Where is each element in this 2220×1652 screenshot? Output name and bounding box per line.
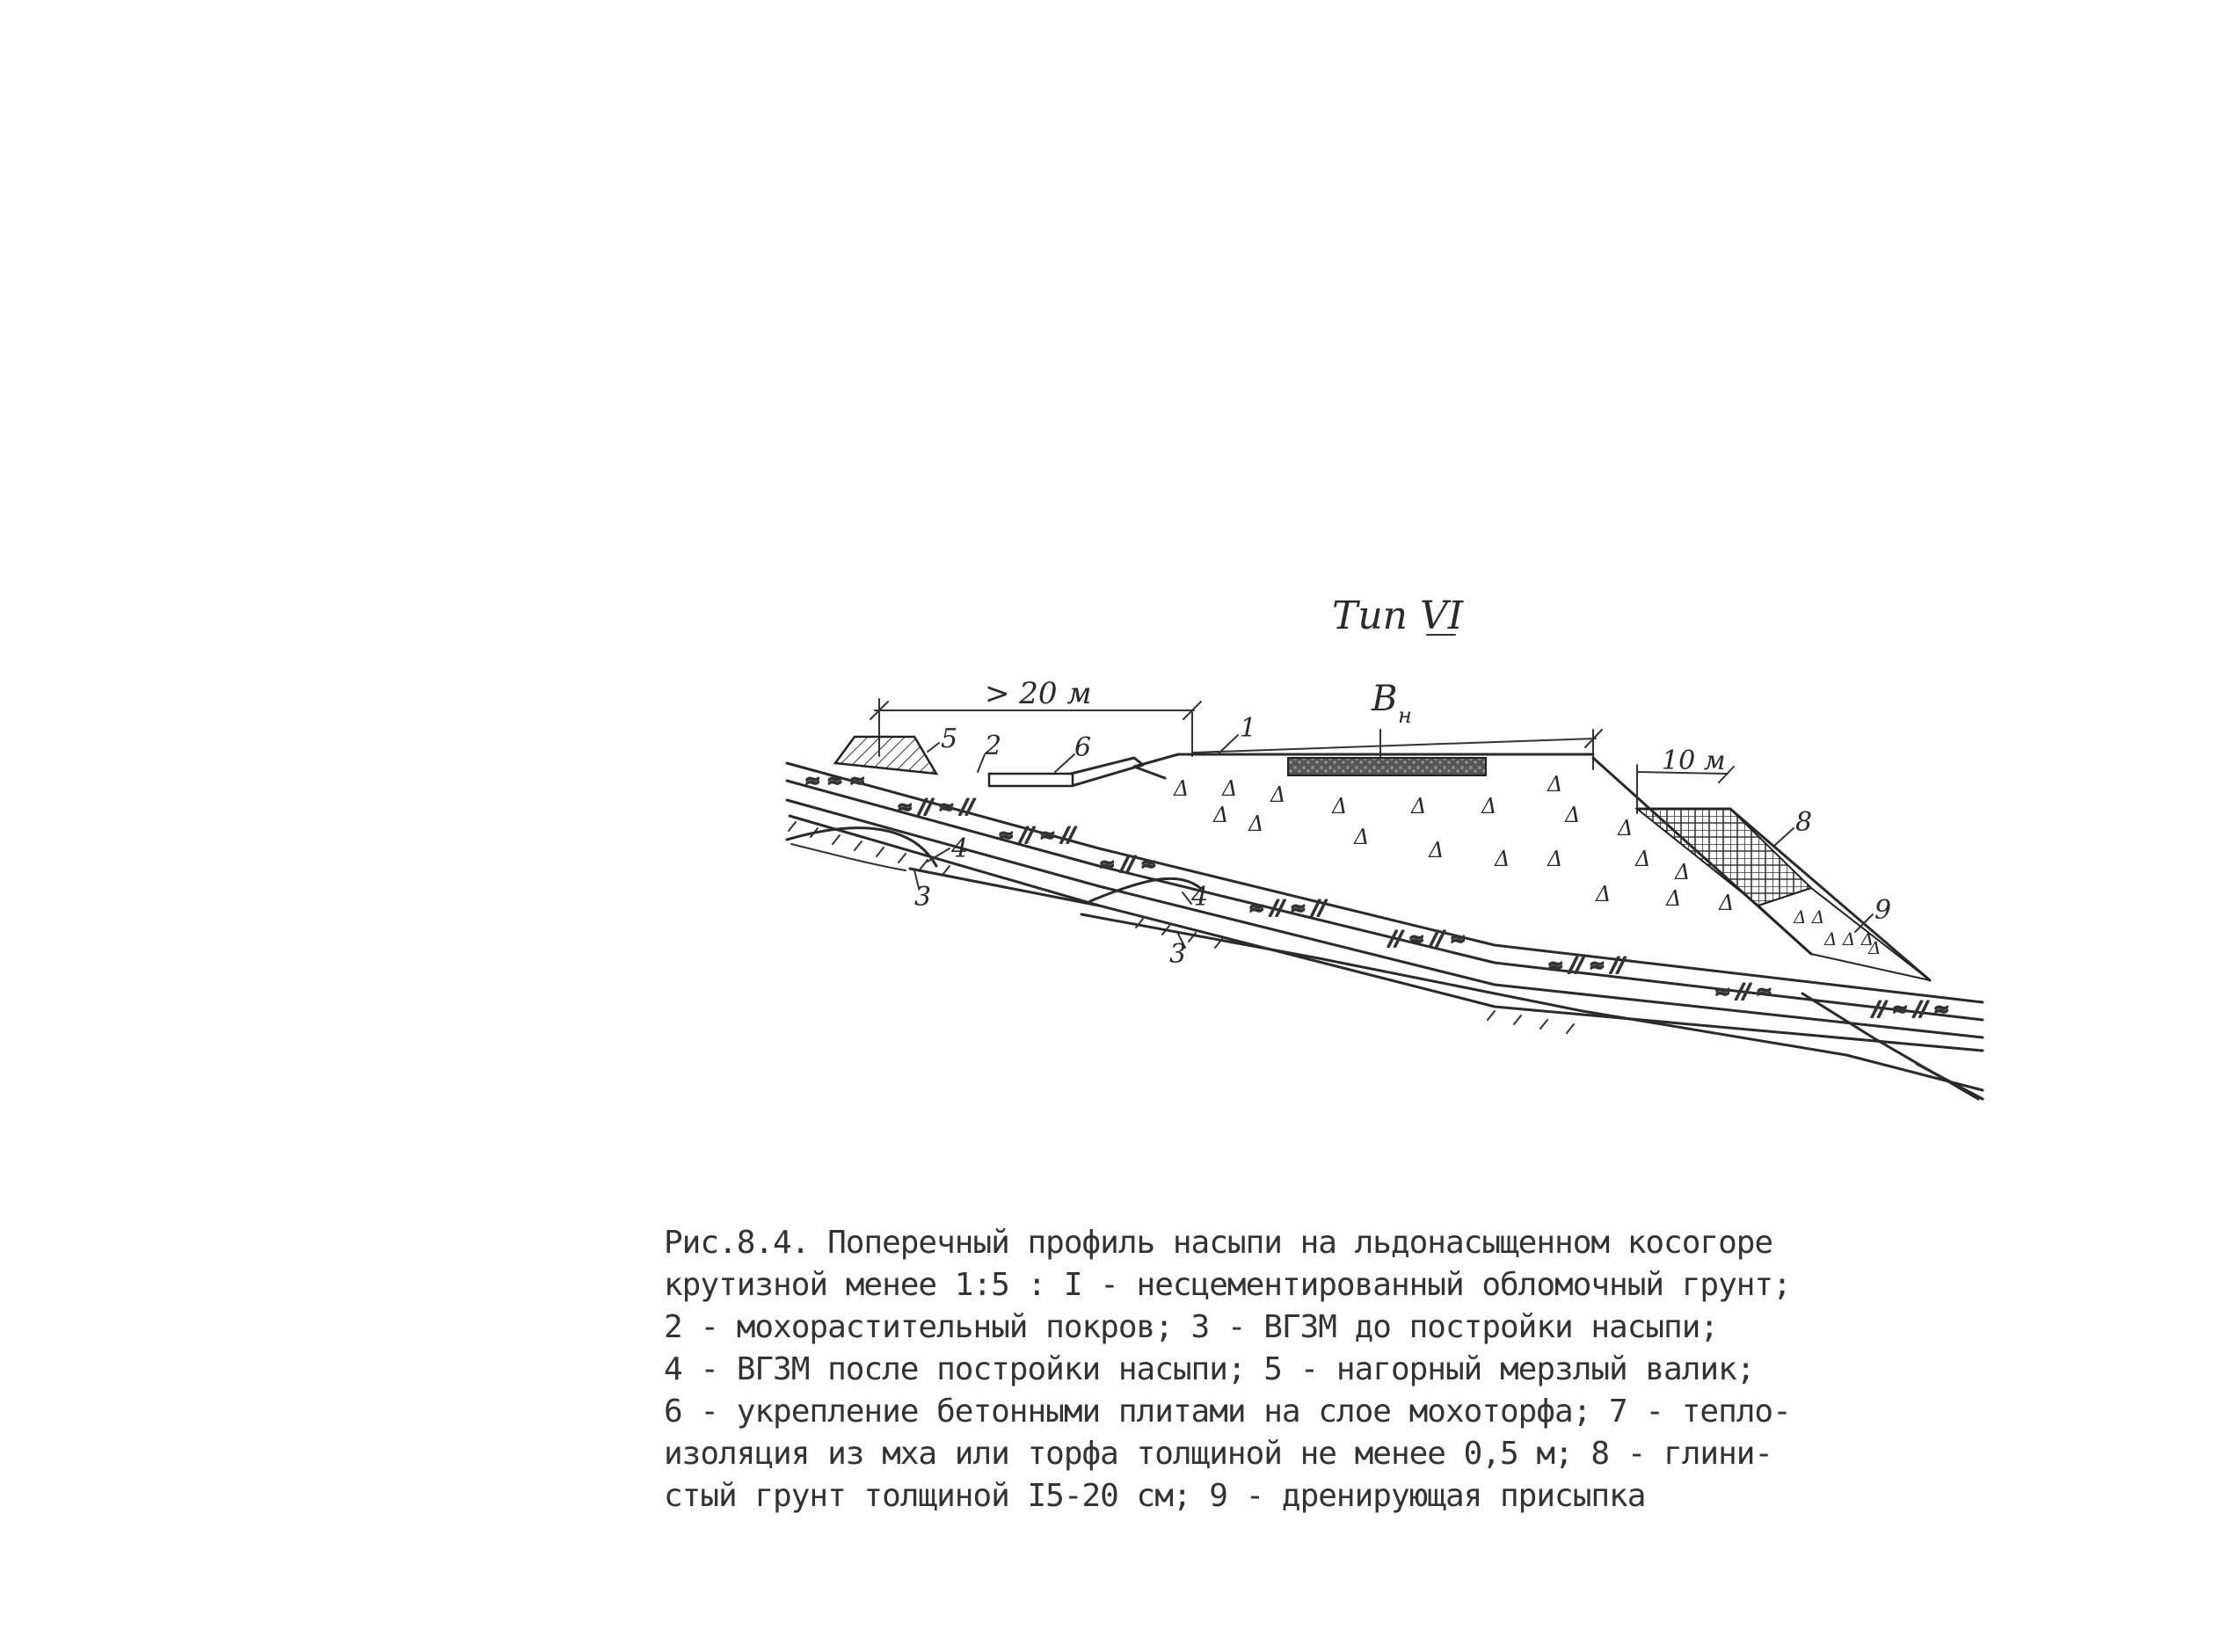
svg-text:Δ: Δ	[1429, 838, 1445, 862]
svg-text:Δ: Δ	[1618, 816, 1634, 841]
svg-text:Δ: Δ	[1635, 847, 1651, 871]
embankment-left-slope-top	[1134, 767, 1165, 778]
svg-text:≈ // ≈ //: ≈ // ≈ //	[1547, 955, 1625, 977]
svg-text:Δ: Δ	[1868, 937, 1882, 958]
leader-5	[928, 743, 939, 752]
callout-3-left: 3	[914, 882, 932, 913]
svg-text:// ≈ // ≈: // ≈ // ≈	[1389, 928, 1467, 950]
svg-text:Δ: Δ	[1495, 847, 1510, 871]
caption-line-1: Рис.8.4. Поперечный профиль насыпи на льдонасыщенном косогоре	[664, 1225, 1773, 1261]
caption-line-2: крутизной менее 1:5 : I - несцементированный обломочный грунт;	[664, 1267, 1791, 1303]
svg-text:≈ ≈ ≈: ≈ ≈ ≈	[804, 770, 866, 792]
frozen-ridge	[835, 737, 936, 774]
svg-text:≈ // ≈ //: ≈ // ≈ //	[897, 797, 974, 819]
svg-text:Δ: Δ	[1270, 782, 1286, 807]
svg-text:≈ // ≈: ≈ // ≈	[1714, 981, 1772, 1003]
svg-text:Δ: Δ	[1565, 803, 1581, 827]
dimension-label-crest-subscript: н	[1398, 703, 1412, 728]
svg-text:Δ Δ Δ: Δ Δ Δ	[1824, 928, 1874, 950]
svg-text:Δ: Δ	[1354, 825, 1370, 849]
leader-2	[978, 754, 985, 772]
svg-text:Δ: Δ	[1481, 794, 1497, 819]
permafrost-end	[1917, 1064, 1983, 1099]
permafrost-table-lines	[787, 828, 1983, 1099]
svg-text:Δ: Δ	[1666, 886, 1682, 911]
permafrost-hatch-left	[791, 844, 906, 870]
callout-4-left: 4	[951, 833, 969, 864]
rockfill-symbols	[1173, 772, 1734, 915]
svg-text:Δ: Δ	[1675, 860, 1691, 884]
callout-6: 6	[1074, 732, 1092, 763]
svg-text:Δ: Δ	[1174, 776, 1190, 801]
svg-text:Δ: Δ	[1248, 811, 1264, 836]
svg-text:Δ: Δ	[1547, 847, 1563, 871]
callout-1: 1	[1240, 713, 1257, 744]
caption-line-7: стый грунт толщиной I5-20 см; 9 - дренирующая присыпка	[664, 1478, 1646, 1514]
caption-line-3: 2 - мохорастительный покров; 3 - ВГЗМ до постройки насыпи;	[664, 1309, 1719, 1345]
figure-caption	[664, 1222, 1807, 1517]
concrete-slab-flat	[989, 774, 1073, 786]
dimension-label-crest: B	[1372, 679, 1398, 719]
callout-4-mid: 4	[1191, 882, 1209, 913]
callout-2: 2	[985, 731, 1002, 761]
svg-text:Δ: Δ	[1411, 794, 1427, 819]
svg-text:Δ: Δ	[1596, 882, 1612, 906]
permafrost-line-a	[910, 869, 1099, 906]
caption-line-5: 6 - укрепление бетонными плитами на слое мохоторфа; 7 - тепло-	[664, 1394, 1791, 1430]
leader-8	[1774, 828, 1794, 846]
svg-text:Δ: Δ	[1332, 794, 1348, 819]
dimension-label-berm: > 20 м	[985, 676, 1092, 711]
callout-9: 9	[1874, 895, 1892, 926]
caption-line-4: 4 - ВГЗМ после постройки насыпи; 5 - нагорный мерзлый валик;	[664, 1351, 1755, 1387]
pavement-layer	[1288, 758, 1486, 775]
leader-4-mid	[1183, 892, 1191, 904]
dimension-label-right-berm: 10 м	[1662, 746, 1726, 776]
leader-6	[1055, 754, 1074, 772]
callout-8: 8	[1795, 807, 1813, 838]
callout-3-mid: 3	[1169, 939, 1187, 970]
svg-text:Δ: Δ	[1719, 891, 1735, 915]
svg-text:Δ Δ: Δ Δ	[1794, 906, 1825, 928]
svg-text:// ≈ // ≈: // ≈ // ≈	[1873, 999, 1950, 1021]
svg-text:Δ: Δ	[1222, 776, 1238, 801]
diagram-title	[1332, 593, 1465, 638]
dimension-right-berm	[1637, 746, 1734, 813]
callout-5: 5	[941, 724, 958, 754]
svg-text:≈ // ≈ //: ≈ // ≈ //	[1248, 898, 1326, 920]
caption-line-6: изоляция из мха или торфа толщиной не менее 0,5 м; 8 - глини-	[664, 1436, 1773, 1472]
svg-text:Δ: Δ	[1547, 772, 1563, 797]
svg-text:Δ: Δ	[1213, 803, 1229, 827]
svg-text:≈ // ≈: ≈ // ≈	[1099, 854, 1157, 876]
svg-text:≈ // ≈ //: ≈ // ≈ //	[998, 825, 1075, 847]
diagram-title-text: Тип VI	[1332, 593, 1464, 638]
